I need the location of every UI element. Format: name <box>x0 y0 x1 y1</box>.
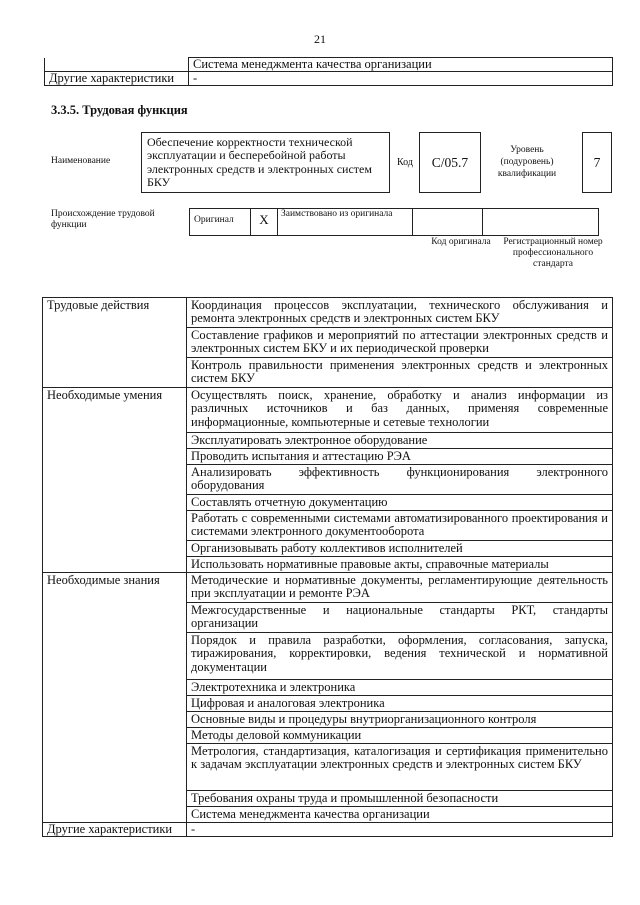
code-label: Код <box>397 157 413 168</box>
other-characteristics-value: - <box>187 823 613 837</box>
original-mark: X <box>251 209 278 236</box>
other-characteristics-value: - <box>189 72 613 86</box>
table-row <box>43 823 613 837</box>
quality-system-cell: Система менеджмента качества организации <box>189 58 613 72</box>
original-code-cell <box>413 209 483 236</box>
original-code-caption: Код оригинала <box>431 237 491 247</box>
list-item: Методы деловой коммуникации <box>187 728 613 744</box>
other-characteristics-label: Другие характеристики <box>43 823 187 837</box>
qualification-level-value: 7 <box>582 132 612 193</box>
list-item: Проводить испытания и аттестацию РЭА <box>187 449 613 465</box>
previous-function-table-end <box>44 57 613 86</box>
list-item: Осуществлять поиск, хранение, обработку и анализ информации из различных источников и баз данных, применяя современные информационные, компьютерные и сетевые технологии <box>187 388 613 433</box>
list-item: Организовывать работу коллективов исполнителей <box>187 541 613 557</box>
category-required-skills: Необходимые умения <box>43 388 187 573</box>
list-item: Анализировать эффективность функционирования электронного оборудования <box>187 465 613 495</box>
category-required-knowledge: Необходимые знания <box>43 573 187 823</box>
list-item: Контроль правильности применения электронных средств и электронных систем БКУ <box>187 358 613 388</box>
list-item: Метрология, стандартизация, каталогизация и сертификация применительно к задачам эксплуатации электронных средств и электронных систем БКУ <box>187 744 613 791</box>
table-row <box>45 72 613 86</box>
function-name: Обеспечение корректности технической эксплуатации и бесперебойной работы электронных средств и электронных систем БКУ <box>141 132 390 193</box>
list-item: Порядок и правила разработки, оформления, согласования, запуска, тиражирования, корректировки, ведения технической и нормативной документации <box>187 633 613 680</box>
table-row <box>43 388 613 433</box>
function-details-table <box>42 297 613 837</box>
list-item: Система менеджмента качества организации <box>187 807 613 823</box>
section-title: 3.3.5. Трудовая функция <box>51 103 188 117</box>
table-row <box>190 209 599 236</box>
list-item: Составление графиков и мероприятий по аттестации электронных средств и электронных систем БКУ и их периодической проверки <box>187 328 613 358</box>
function-code: С/05.7 <box>419 132 481 193</box>
table-row <box>43 573 613 603</box>
list-item: Основные виды и процедуры внутриорганизационного контроля <box>187 712 613 728</box>
borrowed-label: Заимствовано из оригинала <box>278 209 413 236</box>
list-item: Координация процессов эксплуатации, технического обслуживания и ремонта электронных средств и электронных систем БКУ <box>187 298 613 328</box>
origin-label: Происхождение трудовой функции <box>51 209 155 230</box>
qualification-level-label: Уровень (подуровень) квалификации <box>497 145 557 179</box>
name-label: Наименование <box>51 156 111 166</box>
list-item: Межгосударственные и национальные стандарты РКТ, стандарты организации <box>187 603 613 633</box>
list-item: Методические и нормативные документы, регламентирующие деятельность при эксплуатации и ремонте РЭА <box>187 573 613 603</box>
list-item: Использовать нормативные правовые акты, справочные материалы <box>187 557 613 573</box>
category-labor-actions: Трудовые действия <box>43 298 187 388</box>
table-row <box>43 298 613 328</box>
list-item: Цифровая и аналоговая электроника <box>187 696 613 712</box>
table-row <box>45 58 613 72</box>
list-item: Электротехника и электроника <box>187 680 613 696</box>
registration-number-caption: Регистрационный номер профессионального стандарта <box>503 237 603 269</box>
other-characteristics-label: Другие характеристики <box>45 72 189 86</box>
list-item: Требования охраны труда и промышленной безопасности <box>187 791 613 807</box>
registration-number-cell <box>483 209 599 236</box>
list-item: Составлять отчетную документацию <box>187 495 613 511</box>
list-item: Работать с современными системами автоматизированного проектирования и системами электронного документооборота <box>187 511 613 541</box>
original-label: Оригинал <box>190 209 251 236</box>
page-number: 21 <box>314 32 326 46</box>
list-item: Эксплуатировать электронное оборудование <box>187 433 613 449</box>
origin-table <box>189 208 599 236</box>
